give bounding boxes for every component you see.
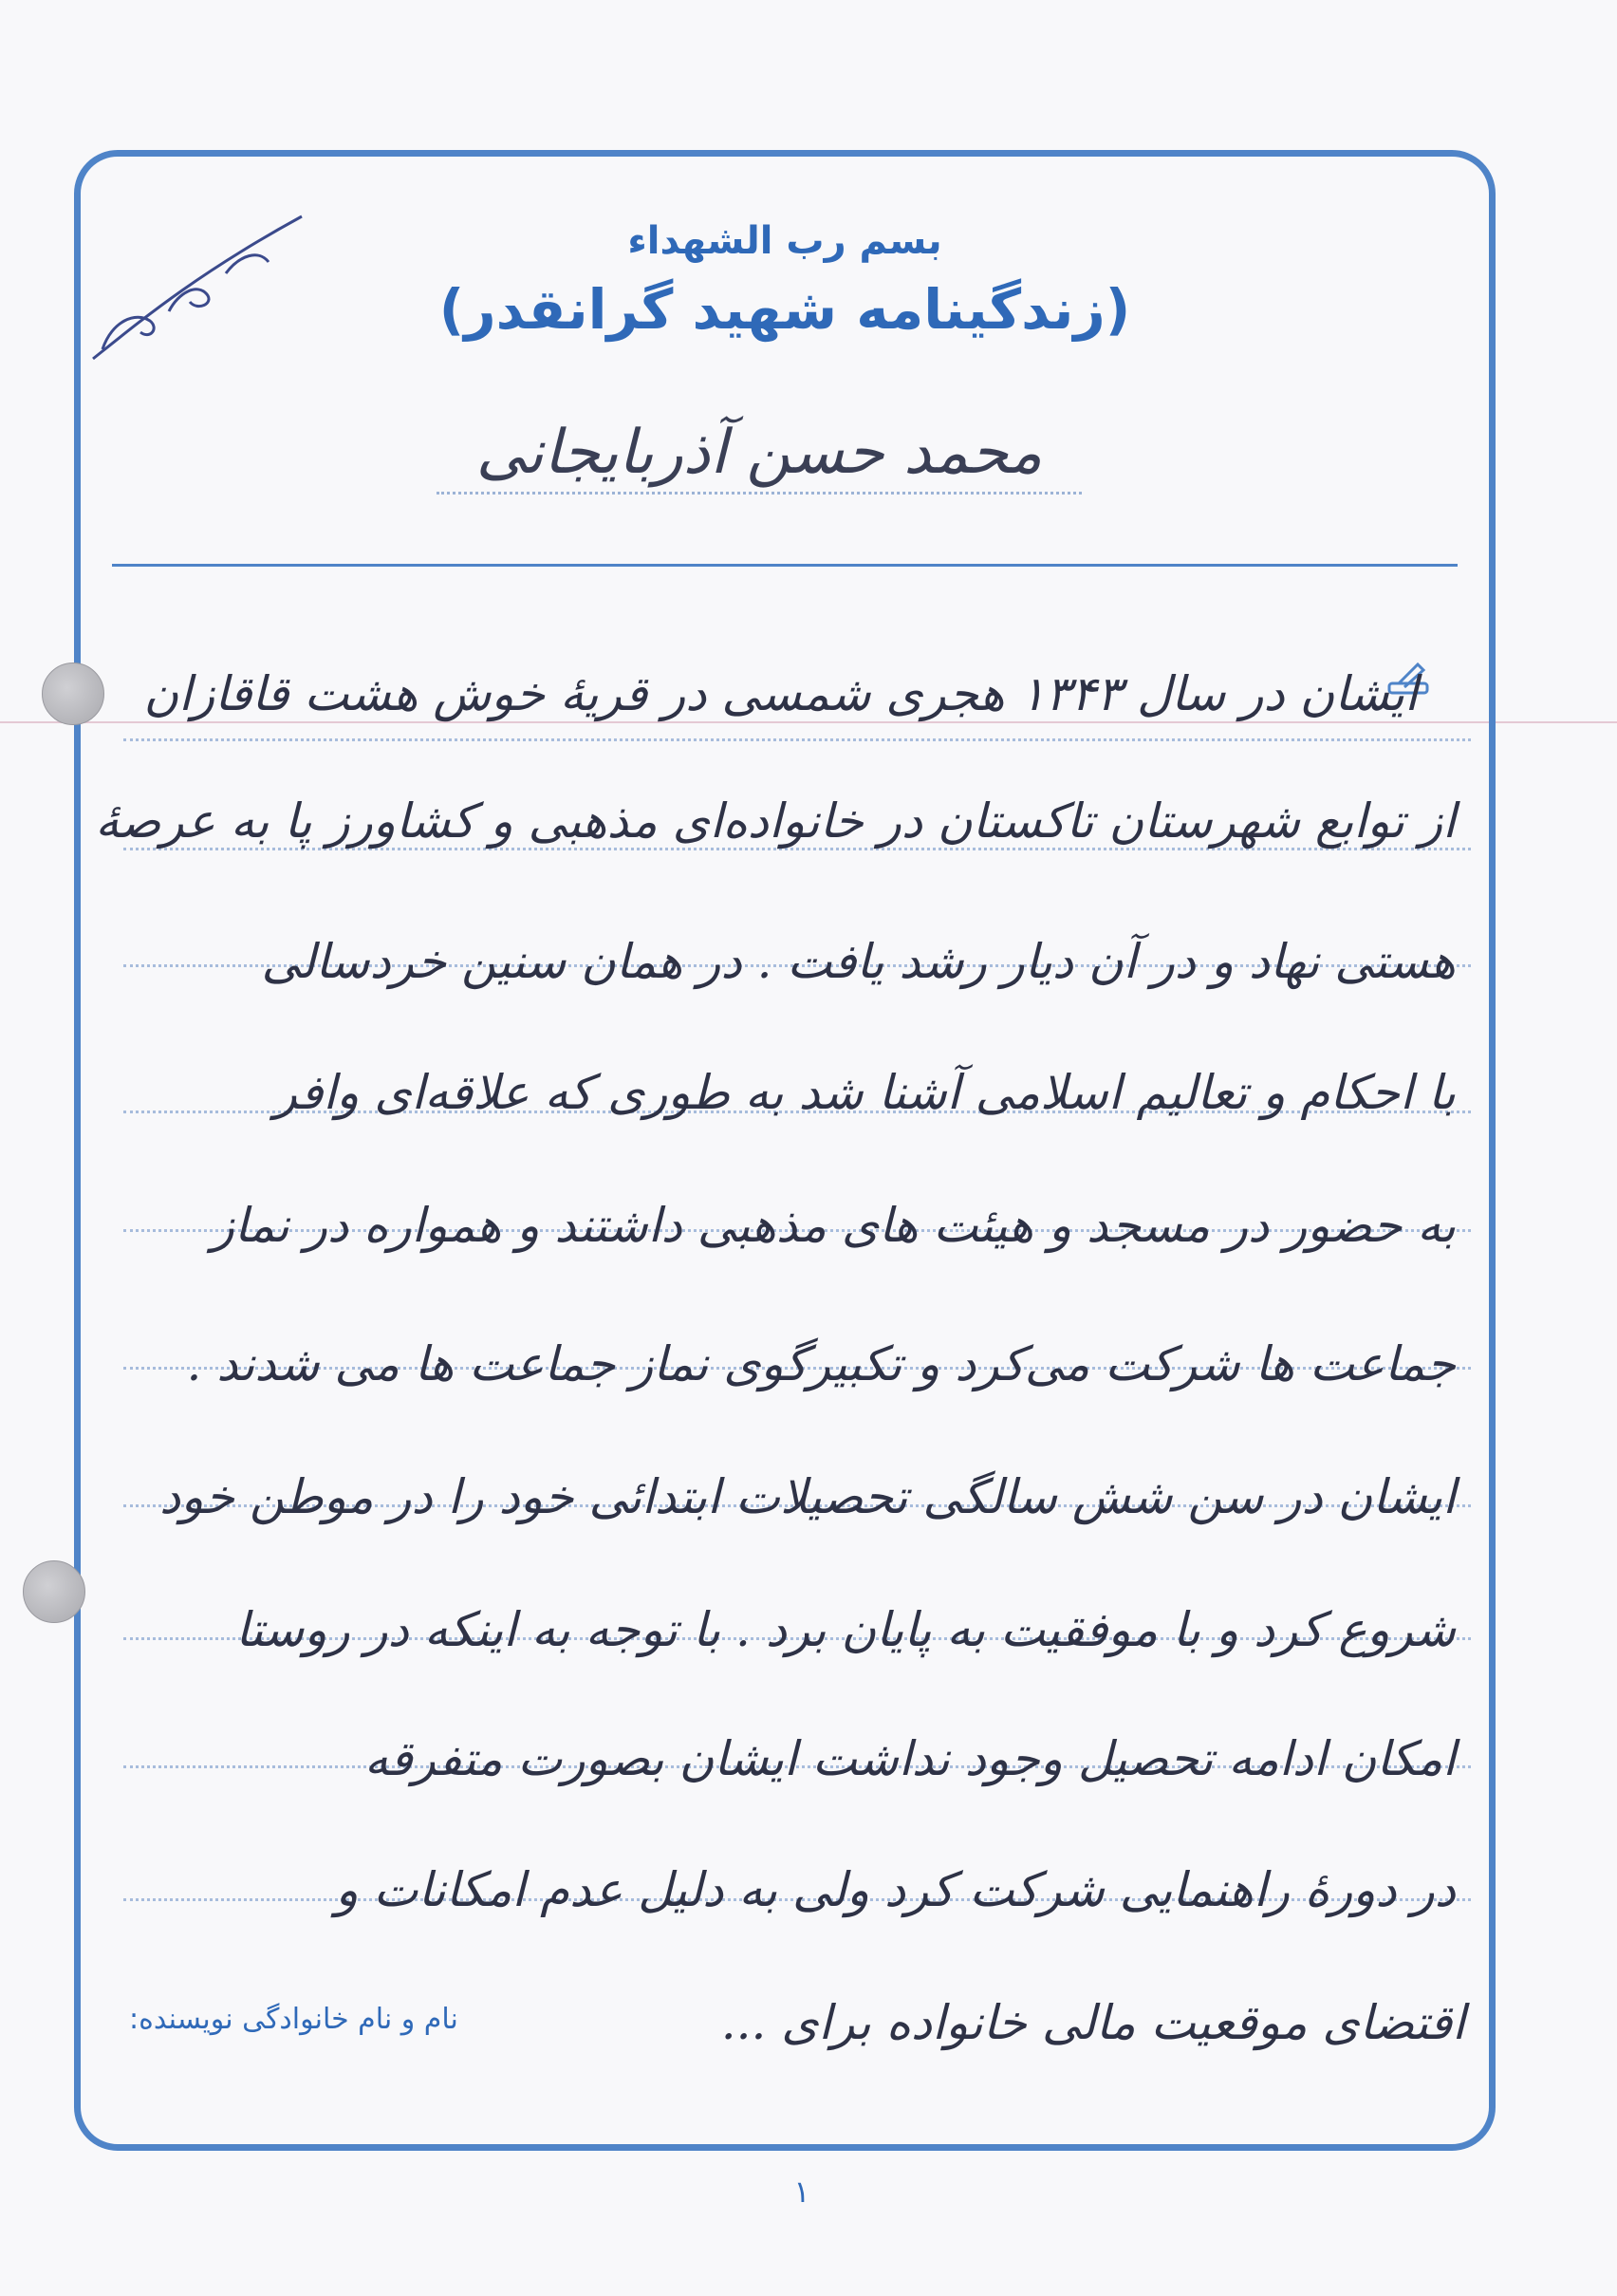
text-line: به حضور در مسجد و هیئت های مذهبی داشتند و همواره در نماز bbox=[211, 1198, 1456, 1253]
dotted-rule bbox=[123, 738, 1471, 741]
document-title: (زندگینامه شهید گرانقدر) bbox=[438, 277, 1131, 342]
text-line: امکان ادامه تحصیل وجود نداشت ایشان بصورت متفرقه bbox=[364, 1731, 1456, 1786]
text-line: در دورهٔ راهنمایی شرکت کرد ولی به دلیل عدم امکانات و bbox=[335, 1862, 1456, 1917]
text-line: هستی نهاد و در آن دیار رشد یافت . در همان سنین خردسالی bbox=[261, 934, 1456, 989]
text-line: از توابع شهرستان تاکستان در خانواده‌ای مذهبی و کشاورز پا به عرصهٔ bbox=[95, 793, 1456, 849]
text-line: ایشان در سن شش سالگی تحصیلات ابتدائی خود را در موطن خود bbox=[159, 1469, 1456, 1524]
text-line: جماعت ها شرکت می‌کرد و تکبیرگوی نماز جماعت ها می شدند . bbox=[186, 1336, 1456, 1391]
text-line: شروع کرد و با موفقیت به پایان برد . با توجه به اینکه در روستا bbox=[235, 1602, 1456, 1657]
text-line: با احکام و تعالیم اسلامی آشنا شد به طوری که علاقه‌ای وافر bbox=[273, 1065, 1456, 1120]
bismillah-heading: بسم رب الشهداء bbox=[627, 219, 942, 263]
text-line: اقتضای موقعیت مالی خانواده برای ... bbox=[720, 1995, 1465, 2050]
martyr-name: محمد حسن آذربایجانی bbox=[475, 418, 1043, 488]
text-line: ایشان در سال ۱۳۴۳ هجری شمسی در قریهٔ خوش هشت قاقازان bbox=[143, 666, 1418, 721]
page-number: ۱ bbox=[793, 2174, 810, 2210]
author-name-label: نام و نام خانوادگی نویسنده: bbox=[129, 2003, 458, 2036]
